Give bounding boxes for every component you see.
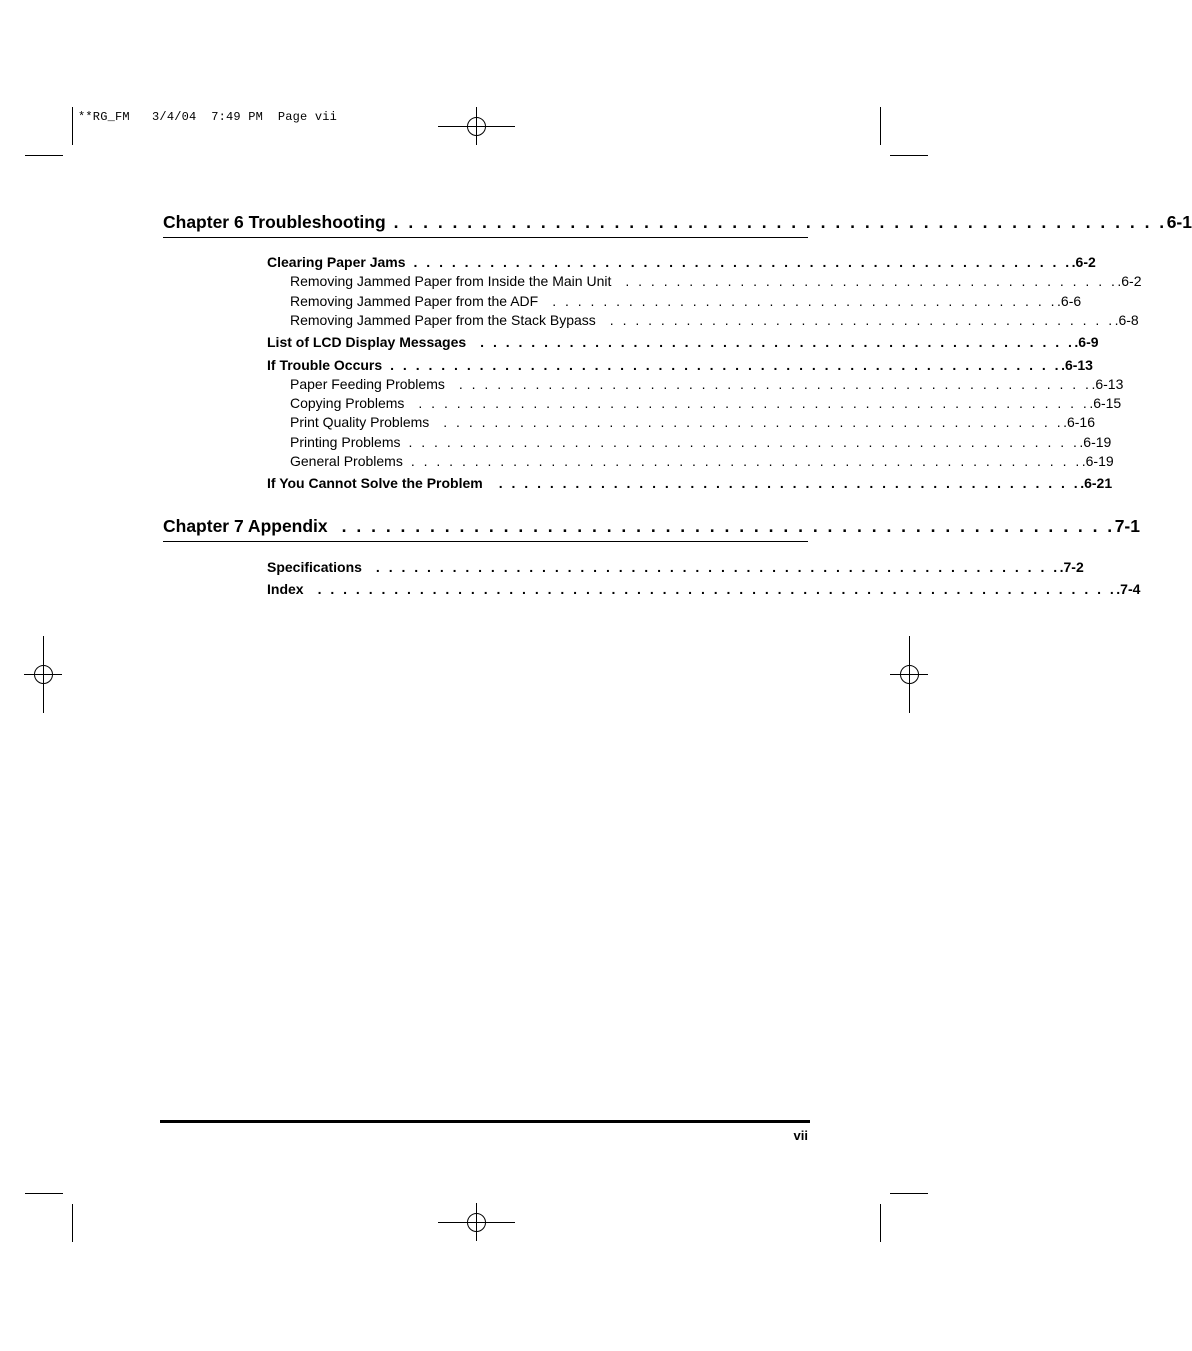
chapter-title: Chapter 6 Troubleshooting bbox=[163, 212, 386, 232]
entry-page: .6-2 bbox=[1117, 273, 1142, 289]
entry-page: .6-21 bbox=[1080, 475, 1113, 491]
toc-entry[interactable] bbox=[163, 357, 1093, 373]
dot-leader: . . . . . . . . . . . . . . . . . . . . . . . . . . . . . . . . . . . . . . . bbox=[625, 273, 1118, 289]
entry-page: .6-19 bbox=[1079, 434, 1112, 450]
entry-title: Paper Feeding Problems bbox=[290, 376, 445, 392]
toc-entry[interactable] bbox=[163, 376, 1124, 392]
entry-page: .6-15 bbox=[1089, 395, 1122, 411]
entry-title: Removing Jammed Paper from the Stack Bypass bbox=[290, 312, 596, 328]
dot-leader: . . . . . . . . . . . . . . . . . . . . . . . . . . . . . . . . . . . . . . . . . . . . . . . . . . . . . bbox=[341, 516, 1115, 536]
toc-entry[interactable] bbox=[163, 254, 1096, 270]
crop-mark bbox=[880, 107, 881, 145]
entry-title: General Problems bbox=[290, 453, 403, 469]
chapter-heading[interactable] bbox=[163, 516, 1140, 542]
entry-page: .6-19 bbox=[1081, 453, 1114, 469]
chapter-page: 6-1 bbox=[1166, 212, 1192, 232]
print-slug: **RG_FM 3/4/04 7:49 PM Page vii bbox=[78, 110, 338, 124]
entry-page: .6-8 bbox=[1114, 312, 1139, 328]
footer-rule bbox=[160, 1120, 810, 1123]
toc-entry[interactable] bbox=[163, 475, 1113, 491]
dot-leader: . . . . . . . . . . . . . . . . . . . . . . . . . . . . . . . . . . . . . . . . . . . . . . . . . . . . . bbox=[393, 212, 1167, 232]
entry-title: Printing Problems bbox=[290, 434, 401, 450]
entry-title: Print Quality Problems bbox=[290, 414, 430, 430]
entry-title: If Trouble Occurs bbox=[267, 357, 383, 373]
dot-leader: . . . . . . . . . . . . . . . . . . . . . . . . . . . . . . . . . . . . . . . . . . . . . . . . . . . . . bbox=[418, 395, 1090, 411]
crop-mark bbox=[890, 155, 928, 156]
dot-leader: . . . . . . . . . . . . . . . . . . . . . . . . . . . . . . . . . . . . . . . . bbox=[552, 293, 1058, 309]
toc-chapter-6 bbox=[163, 212, 1192, 238]
entry-page: .6-16 bbox=[1063, 414, 1095, 430]
dot-leader: . . . . . . . . . . . . . . . . . . . . . . . . . . . . . . . . . . . . . . . . bbox=[609, 312, 1115, 328]
dot-leader: . . . . . . . . . . . . . . . . . . . . . . . . . . . . . . . . . . . . . . . . . . . . . . . . . . . . . bbox=[410, 453, 1082, 469]
toc-entry[interactable] bbox=[163, 395, 1122, 411]
toc-chapter-7 bbox=[163, 516, 1140, 542]
entry-title: Index bbox=[267, 581, 304, 597]
crop-mark bbox=[72, 1204, 73, 1242]
toc-entry[interactable] bbox=[163, 581, 1141, 597]
toc-entry[interactable] bbox=[163, 312, 1139, 328]
entry-page: .6-9 bbox=[1074, 334, 1099, 350]
entry-page: .7-4 bbox=[1116, 581, 1141, 597]
toc-entry[interactable] bbox=[163, 273, 1142, 289]
dot-leader: . . . . . . . . . . . . . . . . . . . . . . . . . . . . . . . . . . . . . . . . . . . . . . . . . . . . . bbox=[390, 357, 1062, 373]
entry-title: Removing Jammed Paper from Inside the Main Unit bbox=[290, 273, 612, 289]
entry-title: If You Cannot Solve the Problem bbox=[267, 475, 483, 491]
entry-title: Copying Problems bbox=[290, 395, 405, 411]
crop-mark bbox=[890, 1193, 928, 1194]
entry-page: .6-13 bbox=[1091, 376, 1124, 392]
crop-mark bbox=[72, 107, 73, 145]
chapter-page: 7-1 bbox=[1114, 516, 1140, 536]
chapter-title: Chapter 7 Appendix bbox=[163, 516, 328, 536]
toc-entry[interactable] bbox=[163, 414, 1095, 430]
page-number: vii bbox=[793, 1128, 808, 1143]
dot-leader: . . . . . . . . . . . . . . . . . . . . . . . . . . . . . . . . . . . . . . . . . . . . . . bbox=[498, 475, 1081, 491]
dot-leader: . . . . . . . . . . . . . . . . . . . . . . . . . . . . . . . . . . . . . . . . . . . . . . . . . bbox=[443, 414, 1064, 430]
entry-page: .6-13 bbox=[1061, 357, 1093, 373]
dot-leader: . . . . . . . . . . . . . . . . . . . . . . . . . . . . . . . . . . . . . . . . . . . . . . . . . . . . bbox=[413, 254, 1072, 270]
entry-page: .7-2 bbox=[1059, 559, 1084, 575]
toc-entry[interactable] bbox=[163, 334, 1099, 350]
dot-leader: . . . . . . . . . . . . . . . . . . . . . . . . . . . . . . . . . . . . . . . . . . . . . . . . . . . . . . . . . . . . . . . bbox=[317, 581, 1117, 597]
chapter-heading[interactable] bbox=[163, 212, 1192, 238]
toc-entry[interactable] bbox=[163, 559, 1084, 575]
dot-leader: . . . . . . . . . . . . . . . . . . . . . . . . . . . . . . . . . . . . . . . . . . . . . . . . . . . . . . bbox=[375, 559, 1060, 575]
toc-entry[interactable] bbox=[163, 453, 1114, 469]
dot-leader: . . . . . . . . . . . . . . . . . . . . . . . . . . . . . . . . . . . . . . . . . . . . . . . . . . bbox=[458, 376, 1092, 392]
crop-mark bbox=[25, 155, 63, 156]
entry-page: .6-6 bbox=[1057, 293, 1082, 309]
entry-title: Specifications bbox=[267, 559, 362, 575]
crop-mark bbox=[880, 1204, 881, 1242]
entry-page: .6-2 bbox=[1071, 254, 1096, 270]
dot-leader: . . . . . . . . . . . . . . . . . . . . . . . . . . . . . . . . . . . . . . . . . . . . . . . . . . . . . bbox=[408, 434, 1080, 450]
crop-mark bbox=[25, 1193, 63, 1194]
toc-entry[interactable] bbox=[163, 434, 1112, 450]
entry-title: List of LCD Display Messages bbox=[267, 334, 467, 350]
toc-entry[interactable] bbox=[163, 293, 1082, 309]
dot-leader: . . . . . . . . . . . . . . . . . . . . . . . . . . . . . . . . . . . . . . . . . . . . . . . bbox=[480, 334, 1075, 350]
entry-title: Removing Jammed Paper from the ADF bbox=[290, 293, 539, 309]
entry-title: Clearing Paper Jams bbox=[267, 254, 406, 270]
